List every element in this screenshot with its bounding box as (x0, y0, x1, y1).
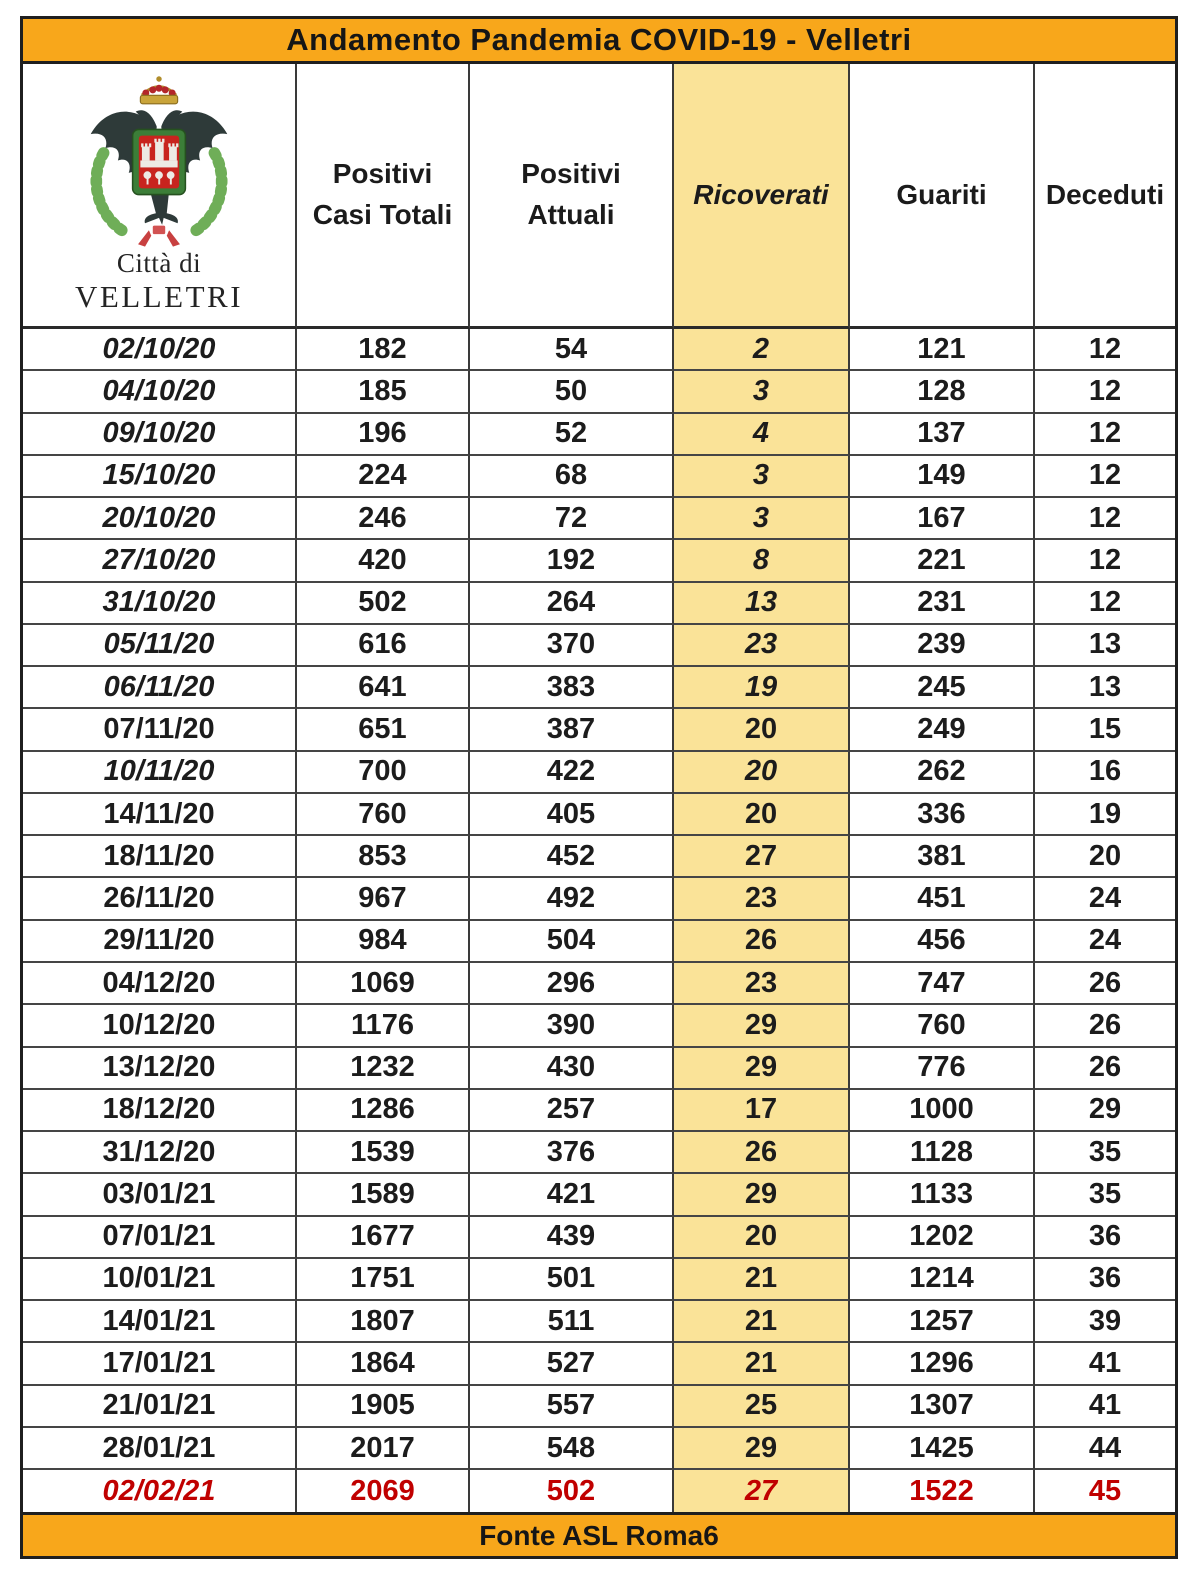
date-cell: 06/11/20 (23, 667, 297, 709)
date-cell: 31/12/20 (23, 1132, 297, 1174)
date-cell: 04/10/20 (23, 371, 297, 413)
date-cell: 04/12/20 (23, 963, 297, 1005)
positivi-attuali-cell: 452 (470, 836, 674, 878)
positivi-casi-totali-cell: 760 (297, 794, 470, 836)
deceduti-cell: 12 (1035, 371, 1175, 413)
date-cell: 09/10/20 (23, 414, 297, 456)
guariti-cell: 121 (850, 329, 1035, 371)
positivi-attuali-cell: 52 (470, 414, 674, 456)
deceduti-cell: 20 (1035, 836, 1175, 878)
positivi-casi-totali-cell: 1069 (297, 963, 470, 1005)
ricoverati-cell: 8 (674, 540, 850, 582)
table-row (23, 1301, 1175, 1343)
ricoverati-cell: 29 (674, 1048, 850, 1090)
table-row (23, 921, 1175, 963)
positivi-casi-totali-cell: 1751 (297, 1259, 470, 1301)
table-row (23, 456, 1175, 498)
table-row (23, 1428, 1175, 1470)
positivi-attuali-cell: 390 (470, 1005, 674, 1047)
table-row (23, 1259, 1175, 1301)
guariti-cell: 1307 (850, 1386, 1035, 1428)
positivi-attuali-cell: 72 (470, 498, 674, 540)
guariti-cell: 1522 (850, 1470, 1035, 1512)
ricoverati-cell: 21 (674, 1343, 850, 1385)
positivi-casi-totali-cell: 616 (297, 625, 470, 667)
deceduti-cell: 12 (1035, 498, 1175, 540)
positivi-casi-totali-cell: 2017 (297, 1428, 470, 1470)
column-header-positivi-casi-totali: Positivi Casi Totali (297, 64, 470, 329)
guariti-cell: 221 (850, 540, 1035, 582)
date-cell: 10/11/20 (23, 752, 297, 794)
table-row (23, 709, 1175, 751)
positivi-casi-totali-cell: 224 (297, 456, 470, 498)
deceduti-cell: 29 (1035, 1090, 1175, 1132)
guariti-cell: 747 (850, 963, 1035, 1005)
ricoverati-cell: 2 (674, 329, 850, 371)
guariti-cell: 249 (850, 709, 1035, 751)
date-cell: 18/12/20 (23, 1090, 297, 1132)
positivi-casi-totali-cell: 641 (297, 667, 470, 709)
ricoverati-cell: 29 (674, 1174, 850, 1216)
ricoverati-cell: 20 (674, 709, 850, 751)
velletri-coat-of-arms-icon (73, 72, 245, 252)
logo-cell (23, 64, 297, 329)
positivi-attuali-cell: 257 (470, 1090, 674, 1132)
deceduti-cell: 26 (1035, 963, 1175, 1005)
deceduti-cell: 16 (1035, 752, 1175, 794)
positivi-attuali-cell: 422 (470, 752, 674, 794)
date-cell: 02/02/21 (23, 1470, 297, 1512)
guariti-cell: 1257 (850, 1301, 1035, 1343)
table-row (23, 1090, 1175, 1132)
positivi-casi-totali-cell: 185 (297, 371, 470, 413)
ricoverati-cell: 27 (674, 1470, 850, 1512)
guariti-cell: 239 (850, 625, 1035, 667)
positivi-casi-totali-cell: 1905 (297, 1386, 470, 1428)
positivi-attuali-cell: 548 (470, 1428, 674, 1470)
guariti-cell: 1202 (850, 1217, 1035, 1259)
positivi-attuali-cell: 192 (470, 540, 674, 582)
table-row (23, 1174, 1175, 1216)
ricoverati-cell: 25 (674, 1386, 850, 1428)
date-cell: 17/01/21 (23, 1343, 297, 1385)
page-title (23, 19, 1175, 64)
deceduti-cell: 41 (1035, 1386, 1175, 1428)
positivi-attuali-cell: 296 (470, 963, 674, 1005)
guariti-cell: 1425 (850, 1428, 1035, 1470)
date-cell: 28/01/21 (23, 1428, 297, 1470)
table-row (23, 371, 1175, 413)
guariti-cell: 456 (850, 921, 1035, 963)
source-text: Fonte ASL Roma6 (479, 1519, 719, 1551)
date-cell: 10/01/21 (23, 1259, 297, 1301)
deceduti-cell: 36 (1035, 1217, 1175, 1259)
ricoverati-cell: 17 (674, 1090, 850, 1132)
date-cell: 14/11/20 (23, 794, 297, 836)
positivi-attuali-cell: 430 (470, 1048, 674, 1090)
deceduti-cell: 35 (1035, 1132, 1175, 1174)
deceduti-cell: 12 (1035, 540, 1175, 582)
guariti-cell: 760 (850, 1005, 1035, 1047)
table-row (23, 414, 1175, 456)
date-cell: 07/01/21 (23, 1217, 297, 1259)
date-cell: 05/11/20 (23, 625, 297, 667)
ricoverati-cell: 27 (674, 836, 850, 878)
positivi-attuali-cell: 504 (470, 921, 674, 963)
positivi-attuali-cell: 527 (470, 1343, 674, 1385)
ricoverati-cell: 23 (674, 878, 850, 920)
table-row (23, 1217, 1175, 1259)
positivi-attuali-cell: 501 (470, 1259, 674, 1301)
positivi-casi-totali-cell: 700 (297, 752, 470, 794)
positivi-attuali-cell: 383 (470, 667, 674, 709)
table-row (23, 498, 1175, 540)
date-cell: 15/10/20 (23, 456, 297, 498)
table-row (23, 583, 1175, 625)
positivi-attuali-cell: 54 (470, 329, 674, 371)
date-cell: 18/11/20 (23, 836, 297, 878)
positivi-casi-totali-cell: 182 (297, 329, 470, 371)
ricoverati-cell: 21 (674, 1259, 850, 1301)
table-row (23, 1386, 1175, 1428)
positivi-attuali-cell: 387 (470, 709, 674, 751)
date-cell: 10/12/20 (23, 1005, 297, 1047)
deceduti-cell: 12 (1035, 329, 1175, 371)
date-cell: 27/10/20 (23, 540, 297, 582)
deceduti-cell: 24 (1035, 878, 1175, 920)
positivi-casi-totali-cell: 967 (297, 878, 470, 920)
positivi-attuali-cell: 492 (470, 878, 674, 920)
deceduti-cell: 45 (1088, 1474, 1122, 1507)
positivi-attuali-cell: 68 (470, 456, 674, 498)
table-row (23, 540, 1175, 582)
positivi-attuali-cell: 502 (470, 1470, 674, 1512)
guariti-cell: 1133 (850, 1174, 1035, 1216)
ricoverati-cell: 13 (674, 583, 850, 625)
positivi-attuali-cell: 376 (470, 1132, 674, 1174)
deceduti-cell: 35 (1035, 1174, 1175, 1216)
column-header-guariti: Guariti (850, 64, 1035, 329)
positivi-attuali-cell: 264 (470, 583, 674, 625)
table-row (23, 1005, 1175, 1047)
positivi-casi-totali-cell: 853 (297, 836, 470, 878)
positivi-attuali-cell: 557 (470, 1386, 674, 1428)
positivi-casi-totali-cell: 984 (297, 921, 470, 963)
table-row (23, 1470, 1175, 1512)
table-row (23, 794, 1175, 836)
guariti-cell: 336 (850, 794, 1035, 836)
guariti-cell: 245 (850, 667, 1035, 709)
guariti-cell: 128 (850, 371, 1035, 413)
guariti-cell: 149 (850, 456, 1035, 498)
table-row (23, 329, 1175, 371)
deceduti-cell: 13 (1035, 625, 1175, 667)
date-cell: 29/11/20 (23, 921, 297, 963)
table-body (23, 329, 1175, 1512)
positivi-attuali-cell: 439 (470, 1217, 674, 1259)
ricoverati-cell: 26 (674, 921, 850, 963)
column-header-ricoverati: Ricoverati (674, 64, 850, 329)
ricoverati-cell: 19 (674, 667, 850, 709)
table-row (23, 625, 1175, 667)
positivi-attuali-cell: 370 (470, 625, 674, 667)
ricoverati-cell: 3 (674, 371, 850, 413)
guariti-cell: 451 (850, 878, 1035, 920)
date-cell: 07/11/20 (23, 709, 297, 751)
positivi-casi-totali-cell: 420 (297, 540, 470, 582)
positivi-casi-totali-cell: 1232 (297, 1048, 470, 1090)
ricoverati-cell: 3 (674, 456, 850, 498)
positivi-attuali-cell: 50 (470, 371, 674, 413)
ricoverati-cell: 26 (674, 1132, 850, 1174)
guariti-cell: 231 (850, 583, 1035, 625)
guariti-cell: 381 (850, 836, 1035, 878)
date-cell: 14/01/21 (23, 1301, 297, 1343)
positivi-casi-totali-cell: 502 (297, 583, 470, 625)
deceduti-cell: 12 (1035, 456, 1175, 498)
table-row (23, 1343, 1175, 1385)
table-header-row (23, 64, 1175, 329)
ricoverati-cell: 20 (674, 794, 850, 836)
table-row (23, 836, 1175, 878)
positivi-casi-totali-cell: 1286 (297, 1090, 470, 1132)
date-cell: 21/01/21 (23, 1386, 297, 1428)
ricoverati-cell: 23 (674, 963, 850, 1005)
ricoverati-cell: 4 (674, 414, 850, 456)
deceduti-cell: 24 (1035, 921, 1175, 963)
logo-caption-citta-di: Città di (116, 248, 202, 278)
deceduti-cell: 26 (1035, 1005, 1175, 1047)
table-row (23, 667, 1175, 709)
guariti-cell: 262 (850, 752, 1035, 794)
ricoverati-cell: 3 (674, 498, 850, 540)
positivi-casi-totali-cell: 1589 (297, 1174, 470, 1216)
guariti-cell: 137 (850, 414, 1035, 456)
deceduti-cell: 36 (1035, 1259, 1175, 1301)
deceduti-cell: 26 (1035, 1048, 1175, 1090)
positivi-casi-totali-cell: 1176 (297, 1005, 470, 1047)
deceduti-cell: 15 (1035, 709, 1175, 751)
date-cell: 26/11/20 (23, 878, 297, 920)
table-row (23, 878, 1175, 920)
positivi-casi-totali-cell: 2069 (297, 1470, 470, 1512)
ricoverati-cell: 20 (674, 752, 850, 794)
positivi-casi-totali-cell: 1864 (297, 1343, 470, 1385)
guariti-cell: 1000 (850, 1090, 1035, 1132)
shield (133, 129, 186, 194)
deceduti-cell: 12 (1035, 583, 1175, 625)
deceduti-cell: 19 (1035, 794, 1175, 836)
page-title-text: Andamento Pandemia COVID-19 - Velletri (286, 22, 912, 57)
table-row (23, 1132, 1175, 1174)
deceduti-cell: 41 (1035, 1343, 1175, 1385)
date-cell: 02/10/20 (23, 329, 297, 371)
deceduti-cell: 39 (1035, 1301, 1175, 1343)
ricoverati-cell: 21 (674, 1301, 850, 1343)
positivi-casi-totali-cell: 1539 (297, 1132, 470, 1174)
positivi-casi-totali-cell: 246 (297, 498, 470, 540)
positivi-casi-totali-cell: 1677 (297, 1217, 470, 1259)
date-cell: 20/10/20 (23, 498, 297, 540)
covid-data-table (20, 16, 1178, 1559)
column-header-positivi-attuali: Positivi Attuali (470, 64, 674, 329)
date-cell: 13/12/20 (23, 1048, 297, 1090)
guariti-cell: 1214 (850, 1259, 1035, 1301)
positivi-casi-totali-cell: 196 (297, 414, 470, 456)
table-row (23, 752, 1175, 794)
deceduti-cell: 12 (1035, 414, 1175, 456)
deceduti-cell: 13 (1035, 667, 1175, 709)
guariti-cell: 776 (850, 1048, 1035, 1090)
ricoverati-cell: 29 (674, 1005, 850, 1047)
ricoverati-cell: 29 (674, 1428, 850, 1470)
table-row (23, 1048, 1175, 1090)
ribbon (138, 226, 180, 247)
deceduti-cell: 44 (1035, 1428, 1175, 1470)
table-row (23, 963, 1175, 1005)
table-footer (23, 1512, 1175, 1556)
positivi-casi-totali-cell: 1807 (297, 1301, 470, 1343)
positivi-attuali-cell: 511 (470, 1301, 674, 1343)
guariti-cell: 1128 (850, 1132, 1035, 1174)
ricoverati-cell: 20 (674, 1217, 850, 1259)
positivi-casi-totali-cell: 651 (297, 709, 470, 751)
positivi-attuali-cell: 421 (470, 1174, 674, 1216)
crown (140, 76, 177, 104)
guariti-cell: 1296 (850, 1343, 1035, 1385)
column-header-deceduti: Deceduti (1035, 64, 1175, 329)
logo-caption-velletri: VELLETRI (74, 279, 244, 314)
positivi-attuali-cell: 405 (470, 794, 674, 836)
date-cell: 31/10/20 (23, 583, 297, 625)
ricoverati-cell: 23 (674, 625, 850, 667)
guariti-cell: 167 (850, 498, 1035, 540)
date-cell: 03/01/21 (23, 1174, 297, 1216)
